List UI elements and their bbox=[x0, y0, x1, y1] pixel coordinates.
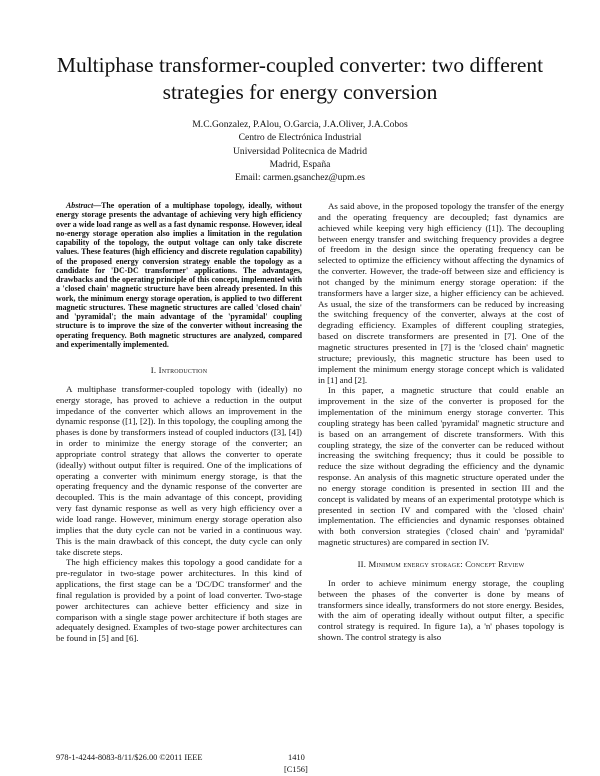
footer-reference-tag: [C156] bbox=[284, 765, 308, 774]
left-column bbox=[56, 201, 302, 644]
abstract-body: —The operation of a multiphase topology, ideally, without energy storage presents the advantage of achieving very high efficiency over a wide load range as well as a fast dynamic response. However, ideal no-energy storage operation also implies a limitation in the regulation capability of the topology, the output voltage can only take discrete values. These features (high efficiency and discrete regulation capability) of the proposed energy conversion strategy enable the topology as a candidate for 'DC-DC transformer' applications. The advantages, drawbacks and the operating principle of this concept, implemented with a 'closed chain' magnetic structure have been already presented. In this work, the minimum energy storage operation, is applied to two different magnetic structures. These magnetic structures are called 'closed chain' and 'pyramidal'; the main advantage of the 'pyramidal' coupling structure is to improve the size of the converter without increasing the operating frequency. Both magnetic structures are analyzed, compared and experimentally implemented. bbox=[56, 201, 302, 349]
abstract-lead: Abstract bbox=[66, 201, 94, 210]
section-heading-introduction bbox=[56, 365, 302, 376]
author-block bbox=[100, 118, 500, 184]
right-column bbox=[318, 201, 564, 643]
intro-paragraph-4: In this paper, a magnetic structure that could enable an improvement in the size of the converter is proposed for the implementation of the minimum energy storage converter. This coupling strategy has been called 'pyramidal' magnetic structure and is based on an arrangement of discrete transformers. With this coupling strategy, the size of the converter can be reduced without increasing the switching frequency; thus it could be possible to reduce the size without degrading the efficiency and the dynamic response. An analysis of this magnetic structure operated under the no energy storage condition is presented in section III and the concept is validated by means of an experimental prototype which is presented in section IV and compared with the 'closed chain' implementation. The efficiencies and dynamic responses obtained with both conversion strategies ('closed chain' and 'pyramidal' magnetic structures) are compared in section IV. bbox=[318, 385, 564, 548]
section-heading-concept-review bbox=[318, 559, 564, 570]
section-title: Minimum energy storage: Concept Review bbox=[368, 559, 525, 569]
affiliation-line-1: Centro de Electrónica Industrial bbox=[238, 132, 362, 144]
author-names: M.C.Gonzalez, P.Alou, O.Garcia, J.A.Oliver, J.A.Cobos bbox=[192, 119, 408, 130]
author-email: Email: carmen.gsanchez@upm.es bbox=[234, 172, 366, 184]
abstract bbox=[56, 201, 302, 349]
section-number: I. bbox=[150, 365, 157, 375]
intro-paragraph-1: A multiphase transformer-coupled topology with (ideally) no energy storage, has proved to achieve a reduction in the output impedance of the converter which allows an improvement in the dynamic response ([1], [2]). In this topology, the coupling among the phases is done by transformers instead of coupled inductors ([3], [4]) in order to minimize the energy storage of the converter; an appropriate control strategy that allows the converter to operate (ideally) without output filter is required. One of the implications of operating a converter with minimum energy storage, is that the operating frequency and the dynamic response of the converter are decoupled. This is the main advantage of this concept, providing very fast dynamic response as well as very high efficiency over a wide load range. However, minimum energy storage operation also implies that the duty cycle can not be varied in a continuous way. This is the main drawback of this concept, the duty cycle can only take discrete steps. bbox=[56, 383, 302, 557]
section-title: Introduction bbox=[158, 365, 208, 375]
footer-isbn: 978-1-4244-8083-8/11/$26.00 ©2011 IEEE bbox=[56, 753, 203, 762]
intro-paragraph-3: As said above, in the proposed topology the transfer of the energy and the operating frequency are decoupled; fast dynamics are achieved while keeping very high efficiency ([1]). The decoupling between energy transfer and switching frequency provides a degree of freedom in the design since the operating frequency can be selected to optimize the efficiency without affecting the dynamics of the converter. However, the trade-off between size and efficiency is not changed by the minimum energy storage operation: if the transformers have a larger size, a higher efficiency can be achieved. As usual, the size of the transformers can be reduced by increasing the switching frequency of the converter, always at the cost of degrading efficiency. Examples of different coupling strategies, based on discrete transformers are presented in [7]. One of the magnetic structures presented in [7] is the 'closed chain' magnetic structure; previously, this magnetic structure has been used to implement the minimum energy storage concept which is validated in [1] and [2]. bbox=[318, 201, 564, 385]
intro-paragraph-2: The high efficiency makes this topology a good candidate for a pre-regulator in two-stage power architectures. In this kind of applications, the first stage can be a 'DC/DC transformer' and the final regulation is provided by a point of load converter. Two-stage power architectures can achieve better efficiency and size in comparison with a single stage power architecture if both stages are adequately designed. Examples of two-stage power architectures can be found in [5] and [6]. bbox=[56, 557, 302, 644]
section-number: II. bbox=[357, 559, 367, 569]
paper-title: Multiphase transformer-coupled converter: two different strategies for energy conversion bbox=[56, 53, 544, 104]
affiliation-line-2: Universidad Politecnica de Madrid bbox=[232, 145, 367, 157]
concept-paragraph-1: In order to achieve minimum energy storage, the coupling between the phases of the converter is done by means of transformers since ideally, transformers do not store energy. Besides, with the aim of operating ideally without output filter, a specific control strategy is required. In figure 1a), a 'n' phases topology is shown. The control strategy is also bbox=[318, 577, 564, 643]
footer-page-number: 1410 bbox=[288, 753, 305, 762]
author-city: Madrid, España bbox=[269, 158, 331, 170]
